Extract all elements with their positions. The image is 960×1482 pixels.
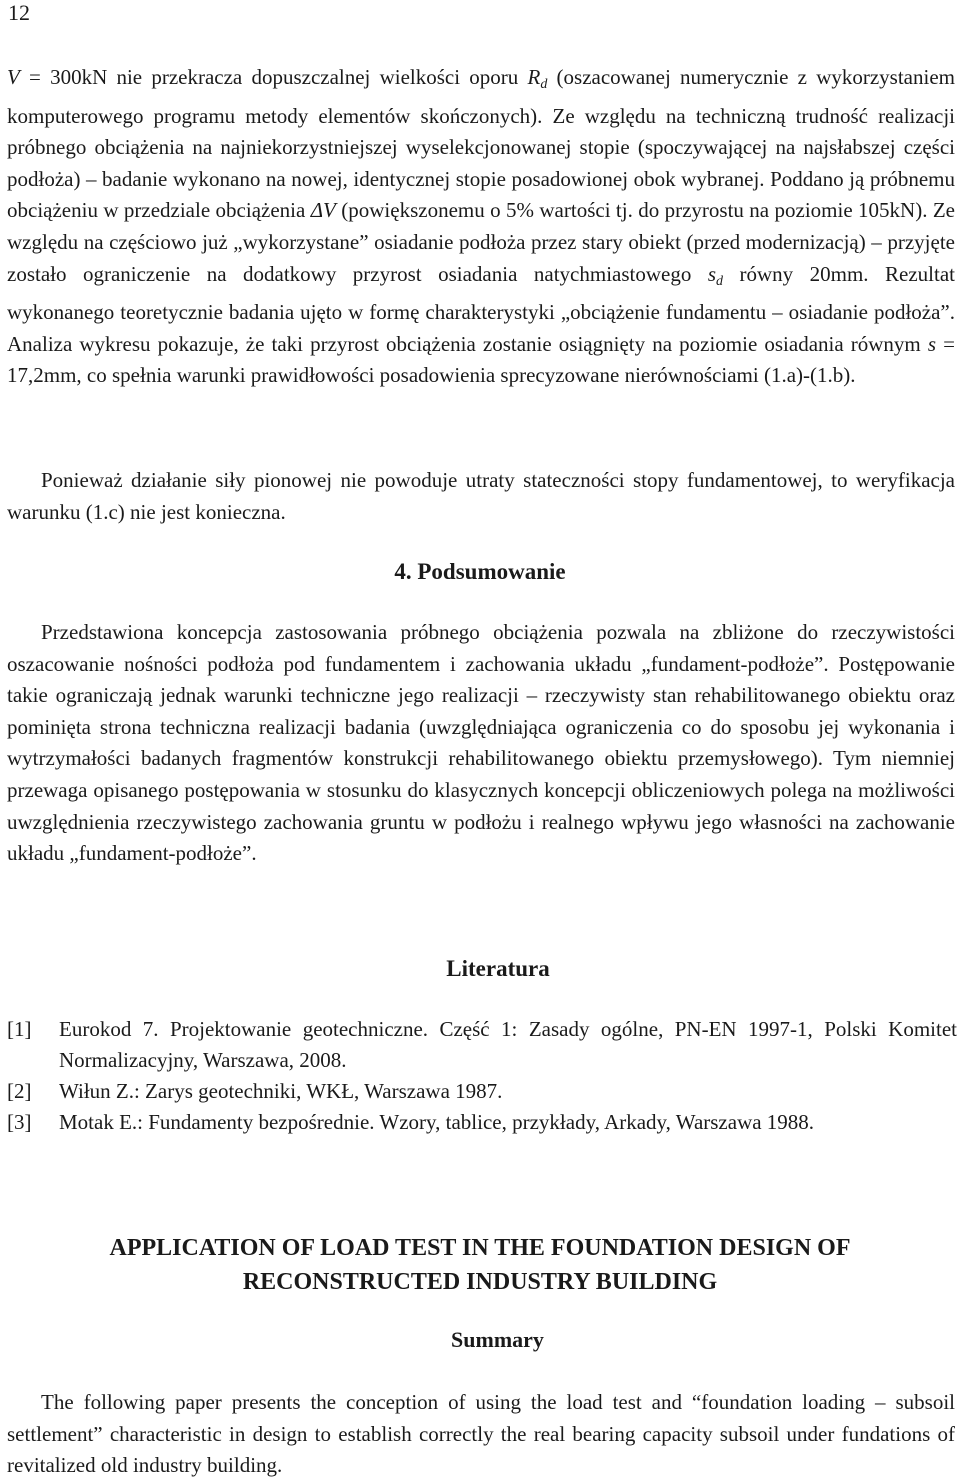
subscript-d: d bbox=[716, 273, 724, 289]
symbol-r: R bbox=[527, 65, 541, 89]
paragraph-conclusion bbox=[7, 617, 955, 870]
text-segment: (oszacowanej numerycznie z wykorzystaniem komputerowego programu metody elementów skończonych). Ze względu na techniczną trudność realizacji próbnego obciążenia na najniekorzystniejszej wyselekcjonowanej stopie (spoczywającej na najsłabszej części podłoża) – badanie wykonano na nowej, identycznej stopie posadowionej obok wybranej. Poddano ją próbnemu obciążeniu w przedziale obciążenia bbox=[7, 65, 955, 223]
text-segment: (powiększonemu o 5% wartości tj. do przyrostu na poziomie 105kN). Ze względu na częściowo już „wykorzystane” osiadanie podłoża przez stary obiekt (przed modernizacją) – przyjęte zostało ograniczenie na dodatkowy przyrost osiadania natychmiastowego bbox=[7, 198, 955, 286]
english-summary bbox=[7, 1387, 955, 1482]
subscript-d: d bbox=[540, 77, 548, 92]
reference-item bbox=[7, 1107, 957, 1138]
reference-number: [1] bbox=[7, 1017, 32, 1041]
english-title-line: APPLICATION OF LOAD TEST IN THE FOUNDATION DESIGN OF bbox=[109, 1235, 851, 1261]
reference-text: Motak E.: Fundamenty bezpośrednie. Wzory, tablice, przykłady, Arkady, Warszawa 1988. bbox=[59, 1110, 815, 1134]
reference-text: Eurokod 7. Projektowanie geotechniczne. Część 1: Zasady ogólne, PN-EN 1997-1, Polski Komitet Normalizacyjny, Warszawa, 2008. bbox=[59, 1017, 957, 1072]
reference-text: Wiłun Z.: Zarys geotechniki, WKŁ, Warszawa 1987. bbox=[59, 1079, 503, 1103]
symbol-delta-v: ΔV bbox=[310, 198, 336, 223]
reference-item bbox=[7, 1014, 957, 1076]
text-segment: = 17,2mm, co spełnia warunki prawidłowości posadowienia sprecyzowane nierównościami (1.a)-(1.b). bbox=[7, 331, 956, 388]
text-segment: The following paper presents the conception of using the load test and “foundation loading – subsoil settlement” characteristic in design to establish correctly the real bearing capacity subsoil under fundations of revitalized old industry building. bbox=[7, 1390, 955, 1478]
english-title bbox=[0, 1231, 960, 1299]
reference-number: [2] bbox=[7, 1079, 32, 1103]
english-title-line: RECONSTRUCTED INDUSTRY BUILDING bbox=[242, 1269, 718, 1295]
section-heading-summary-pl: 4. Podsumowanie bbox=[394, 559, 566, 584]
summary-heading: Summary bbox=[451, 1327, 544, 1352]
reference-item bbox=[7, 1076, 957, 1107]
symbol-s: s bbox=[927, 331, 937, 356]
text-segment: Przedstawiona koncepcja zastosowania próbnego obciążenia pozwala na zbliżone do rzeczywistości oszacowanie nośności podłoża pod fundamentem i zachowania układu „fundament-podłoże”. Postępowanie takie ograniczają jednak warunki techniczne jego realizacji – rzeczywisty stan rehabilitowanego obiektu oraz pominięta strona techniczna realizacji badania (uwzględniająca ograniczenia co do sposobu jej wykonania i wytrzymałości badanych fragmentów konstrukcji rehabilitowanego obiektu przemysłowego). Tym niemniej przewaga opisanego postępowania w stosunku do klasycznych koncepcji obliczeniowych polega na możliwości uwzględnienia rzeczywistego zachowania gruntu w podłożu i realnego wpływu jego własności na zachowanie układu „fundament-podłoże”. bbox=[7, 620, 955, 866]
symbol-v: V bbox=[7, 65, 20, 89]
text-segment: = 300kN nie przekracza dopuszczalnej wielkości oporu bbox=[19, 65, 528, 89]
paragraph-stability bbox=[7, 465, 955, 528]
symbol-s: s bbox=[707, 261, 717, 286]
paragraph-results bbox=[7, 62, 955, 392]
reference-list bbox=[7, 1014, 957, 1138]
text-segment: Ponieważ działanie siły pionowej nie powoduje utraty stateczności stopy fundamentowej, to weryfikacja warunku (1.c) nie jest konieczna. bbox=[7, 468, 955, 524]
literature-heading: Literatura bbox=[446, 956, 550, 981]
text-segment: równy 20mm. Rezultat wykonanego teoretycznie badania ujęto w formę charakterystyki „obciążenie fundamentu – osiadanie podłoża”. Analiza wykresu pokazuje, że taki przyrost obciążenia zostanie osiągnięty na poziomie osiadania równym bbox=[7, 261, 956, 356]
reference-number: [3] bbox=[7, 1110, 32, 1134]
page-number: 12 bbox=[8, 0, 30, 25]
